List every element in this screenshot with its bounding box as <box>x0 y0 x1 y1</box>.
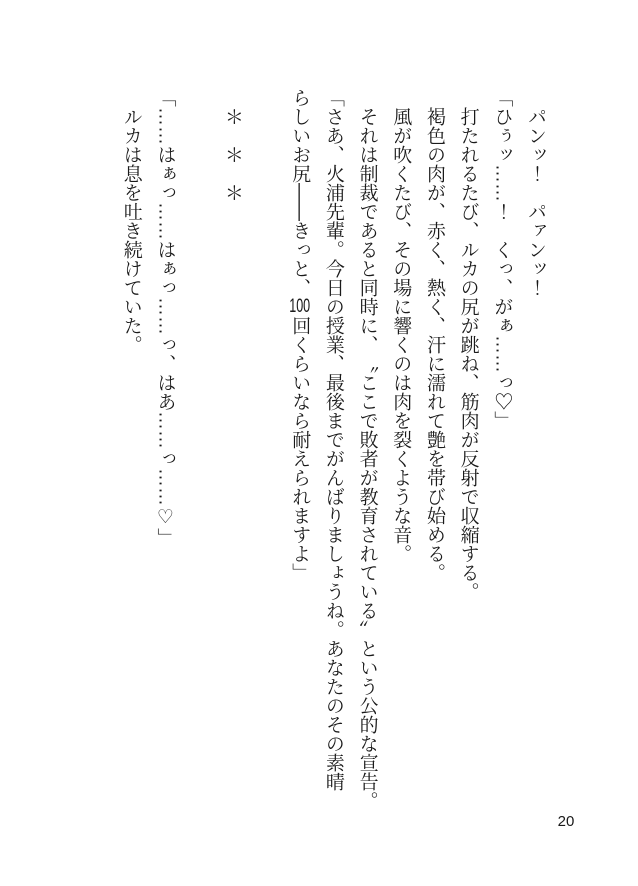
dialogue-line: 「……はぁっ……はぁっ……っ、はあ……っ……♡」 <box>154 88 176 547</box>
vertical-text-body <box>114 88 552 812</box>
number-upright: 100 <box>289 297 311 316</box>
narration-line: それは制裁であると同時に、〝ここで敗者が教育されている〟という公的な宣告。 <box>356 107 378 810</box>
sound-effect-line: パンッ！ パァンッ！ <box>525 107 546 297</box>
dialogue-line-continued <box>283 88 317 812</box>
narration-line: 打たれるたび、ルカの尻が跳ね、筋肉が反射で収縮する。 <box>457 107 479 601</box>
dialogue-line: 「さあ、火浦先輩。今日の授業、最後までがんばりましょうね。あなたのその素晴 <box>322 88 344 791</box>
narration-line: ルカは息を吐き続けていた。 <box>120 107 142 354</box>
dialogue-line: 「ひぅッ……！ くっ、がぁ……っ♡」 <box>491 88 513 430</box>
blank-line <box>181 88 215 812</box>
page-number: 20 <box>557 813 575 830</box>
blank-line <box>249 88 283 812</box>
dialogue-text-before-number: らしいお尻――きっと、 <box>289 88 311 297</box>
scene-break: ＊ ＊ ＊ <box>221 107 243 202</box>
narration-line: 風が吹くたび、その場に響くのは肉を裂くような音。 <box>390 107 412 563</box>
narration-line: 褐色の肉が、赤く、熱く、汗に濡れて艶を帯び始める。 <box>423 107 445 582</box>
dialogue-text-after-number: 回くらいなら耐えられますよ」 <box>289 316 311 582</box>
